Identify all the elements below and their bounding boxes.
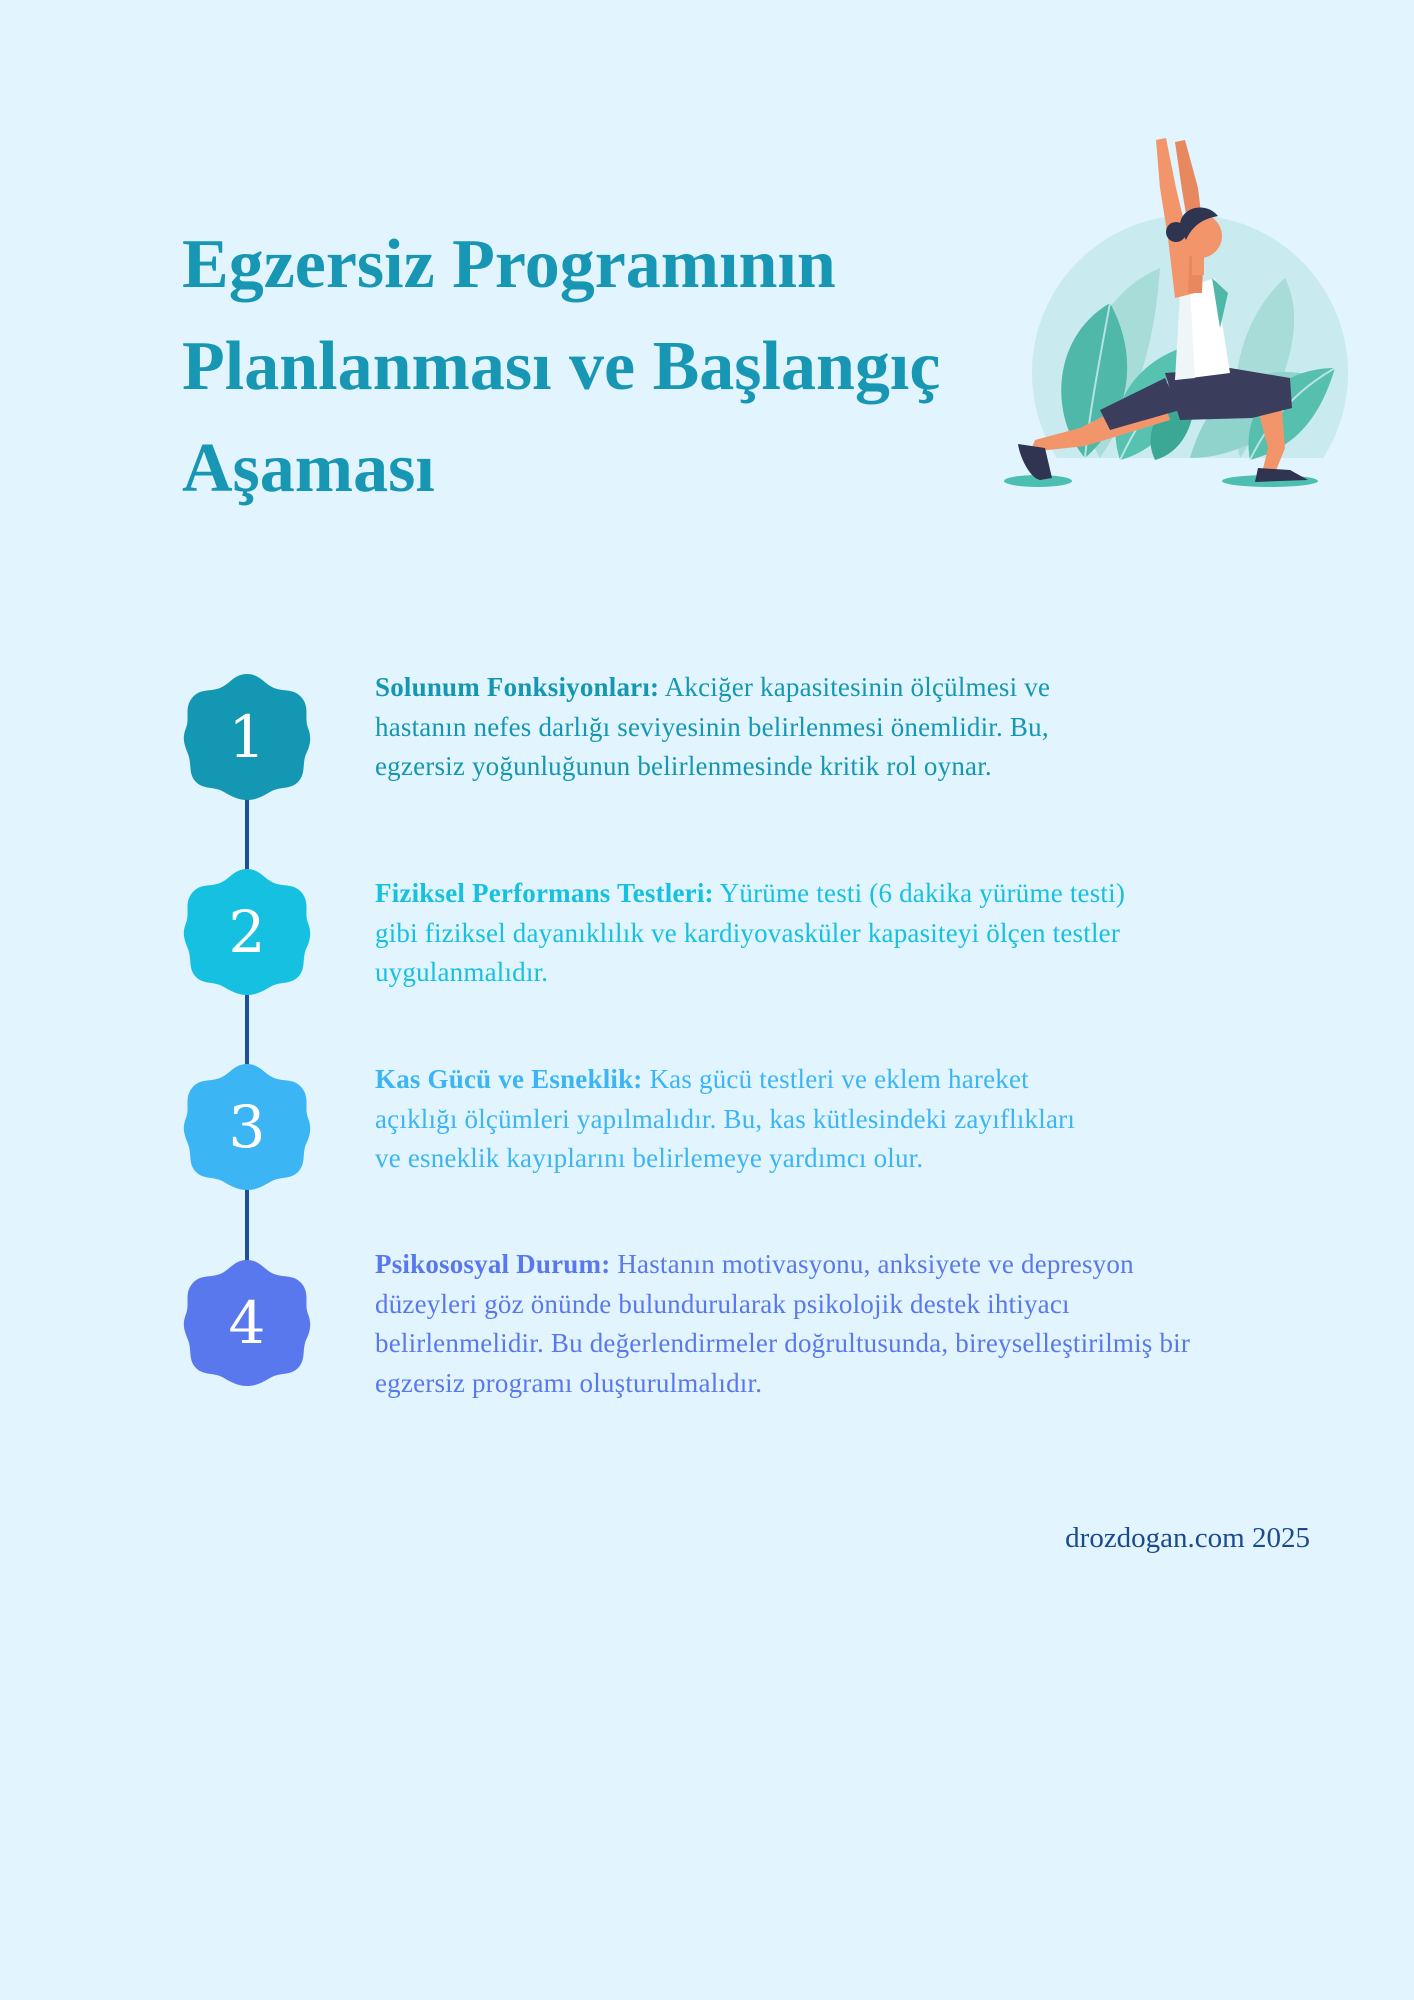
step-badge-1	[182, 672, 312, 802]
timeline-line	[245, 730, 249, 1330]
step-first-line	[375, 874, 1315, 914]
step-text-1	[375, 668, 1315, 787]
step-heading: Fiziksel Performans Testleri:	[375, 878, 714, 908]
step-number: 3	[228, 1093, 266, 1161]
step-badge-3	[182, 1062, 312, 1192]
step-first-line	[375, 1245, 1315, 1285]
footer-credit: drozdogan.com 2025	[1065, 1522, 1310, 1554]
step-number: 1	[228, 703, 266, 771]
step-text-2	[375, 874, 1315, 993]
step-line: ve esneklik kayıplarını belirlemeye yardımcı olur.	[375, 1143, 924, 1173]
step-line: egzersiz yoğunluğunun belirlenmesinde kritik rol oynar.	[375, 751, 992, 781]
step-first-line-text: Kas gücü testleri ve eklem hareket	[642, 1064, 1029, 1094]
title-line-3: Aşaması	[182, 430, 435, 507]
page-title	[182, 214, 1002, 520]
yoga-woman-icon	[990, 128, 1360, 498]
step-text-3	[375, 1060, 1315, 1179]
step-line: hastanın nefes darlığı seviyesinin belirlenmesi önemlidir. Bu,	[375, 711, 1049, 742]
title-line-1: Egzersiz Programının	[182, 226, 836, 303]
step-line: açıklığı ölçümleri yapılmalıdır. Bu, kas kütlesindeki zayıflıkları	[375, 1103, 1076, 1134]
step-first-line-text: Akciğer kapasitesinin ölçülmesi ve	[659, 672, 1051, 702]
step-line: egzersiz programı oluşturulmalıdır.	[375, 1367, 763, 1398]
yoga-woman-illustration	[990, 128, 1360, 498]
step-first-line-text: Yürüme testi (6 dakika yürüme testi)	[713, 878, 1126, 908]
title-line-2: Planlanması ve Başlangıç	[182, 328, 941, 405]
step-first-line-text: Hastanın motivasyonu, anksiyete ve depresyon	[610, 1249, 1134, 1279]
step-first-line	[375, 668, 1315, 708]
step-heading: Psikososyal Durum:	[375, 1249, 611, 1279]
step-line: uygulanmalıdır.	[375, 957, 549, 987]
step-line: belirlenmelidir. Bu değerlendirmeler doğrultusunda, bireyselleştirilmiş bir	[375, 1328, 1191, 1358]
step-text-4	[375, 1245, 1315, 1403]
step-line: gibi fiziksel dayanıklılık ve kardiyovasküler kapasiteyi ölçen testler	[375, 917, 1121, 948]
step-badge-4	[182, 1258, 312, 1388]
step-number: 2	[228, 898, 266, 966]
step-badge-2	[182, 867, 312, 997]
step-heading: Solunum Fonksiyonları:	[375, 672, 660, 702]
step-number: 4	[228, 1289, 266, 1357]
step-first-line	[375, 1060, 1315, 1100]
step-line: düzeyleri göz önünde bulundurularak psikolojik destek ihtiyacı	[375, 1288, 1070, 1319]
step-heading: Kas Gücü ve Esneklik:	[375, 1064, 643, 1094]
